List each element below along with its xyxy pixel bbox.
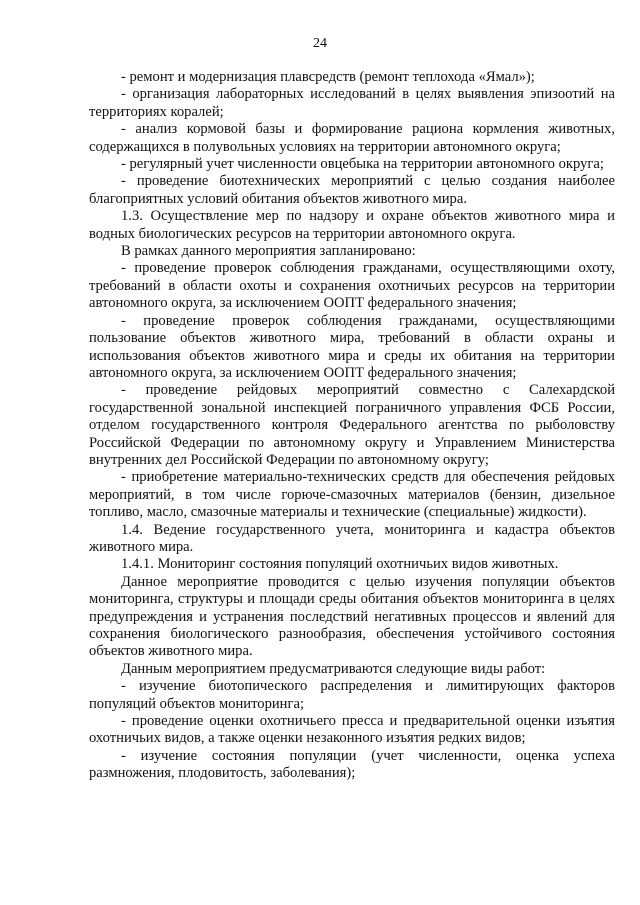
list-item-hunting-inspections: - проведение проверок соблюдения гражданами, осуществляющими охоту, требований в области охоты и сохранения охотничьих ресурсов на территории автономного округа, за исключением ООПТ федерального значения; bbox=[89, 260, 615, 312]
list-item-biotope-study: - изучение биотопического распределения и лимитирующих факторов популяций объектов мониторинга; bbox=[89, 678, 615, 712]
list-item-biotechnical: - проведение биотехнических мероприятий с целью создания наиболее благоприятных условий обитания объектов животного мира. bbox=[89, 173, 615, 207]
list-item-hunting-pressure: - проведение оценки охотничьего пресса и предварительной оценки изъятия охотничьих видов, а также оценки незаконного изъятия редких видов; bbox=[89, 713, 615, 747]
body-text bbox=[89, 69, 615, 783]
list-item-vessel-repair: - ремонт и модернизация плавсредств (ремонт теплохода «Ямал»); bbox=[121, 69, 535, 85]
section-1-4-heading: 1.4. Ведение государственного учета, мониторинга и кадастра объектов животного мира. bbox=[89, 521, 615, 555]
section-1-4-1-works-intro: Данным мероприятием предусматриваются следующие виды работ: bbox=[121, 660, 546, 677]
list-item-feed-analysis: - анализ кормовой базы и формирование рациона кормления животных, содержащихся в полувольных условиях на территории автономного округа; bbox=[89, 121, 615, 155]
list-item-wildlife-inspections: - проведение проверок соблюдения гражданами, осуществляющими пользование объектов животного мира, требований в области охраны и использования объектов животного мира и среды их обитания на территории автономного округа, за исключением ООПТ федерального значения; bbox=[89, 312, 615, 381]
section-1-3-intro: В рамках данного мероприятия запланировано: bbox=[121, 243, 416, 260]
section-1-4-1-description: Данное мероприятие проводится с целью изучения популяции объектов мониторинга, структуры и площади среды обитания объектов мониторинга в целях предупреждения и устранения последствий негативных процессов и явлений для сохранения биологического разнообразия, обеспечения устойчивого состояния объектов животного мира. bbox=[89, 573, 615, 660]
list-item-muskox-count: - регулярный учет численности овцебыка на территории автономного округа; bbox=[121, 156, 604, 173]
list-item-equipment-purchase: - приобретение материально-технических средств для обеспечения рейдовых мероприятий, в том числе горюче-смазочных материалов (бензин, дизельное топливо, масло, смазочные материалы и технические (специальные) жидкости). bbox=[89, 469, 615, 521]
page-number: 24 bbox=[313, 36, 327, 51]
section-1-4-1-heading: 1.4.1. Мониторинг состояния популяций охотничьих видов животных. bbox=[121, 556, 559, 573]
list-item-population-state: - изучение состояния популяции (учет численности, оценка успеха размножения, плодовитость, заболевания); bbox=[89, 747, 615, 782]
section-1-3-heading: 1.3. Осуществление мер по надзору и охране объектов животного мира и водных биологических ресурсов на территории автономного округа. bbox=[89, 208, 615, 242]
list-item-raids: - проведение рейдовых мероприятий совместно с Салехардской государственной зональной инспекцией пограничного управления ФСБ России, отделом государственного контроля Федерального агентства по рыболовству Российской Федерации по автономному округу и Управлением Министерства внутренних дел Российской Федерации по автономному округу; bbox=[89, 382, 615, 468]
list-item-lab-research: - организация лабораторных исследований в целях выявления эпизоотий на территориях коралей; bbox=[89, 86, 615, 120]
